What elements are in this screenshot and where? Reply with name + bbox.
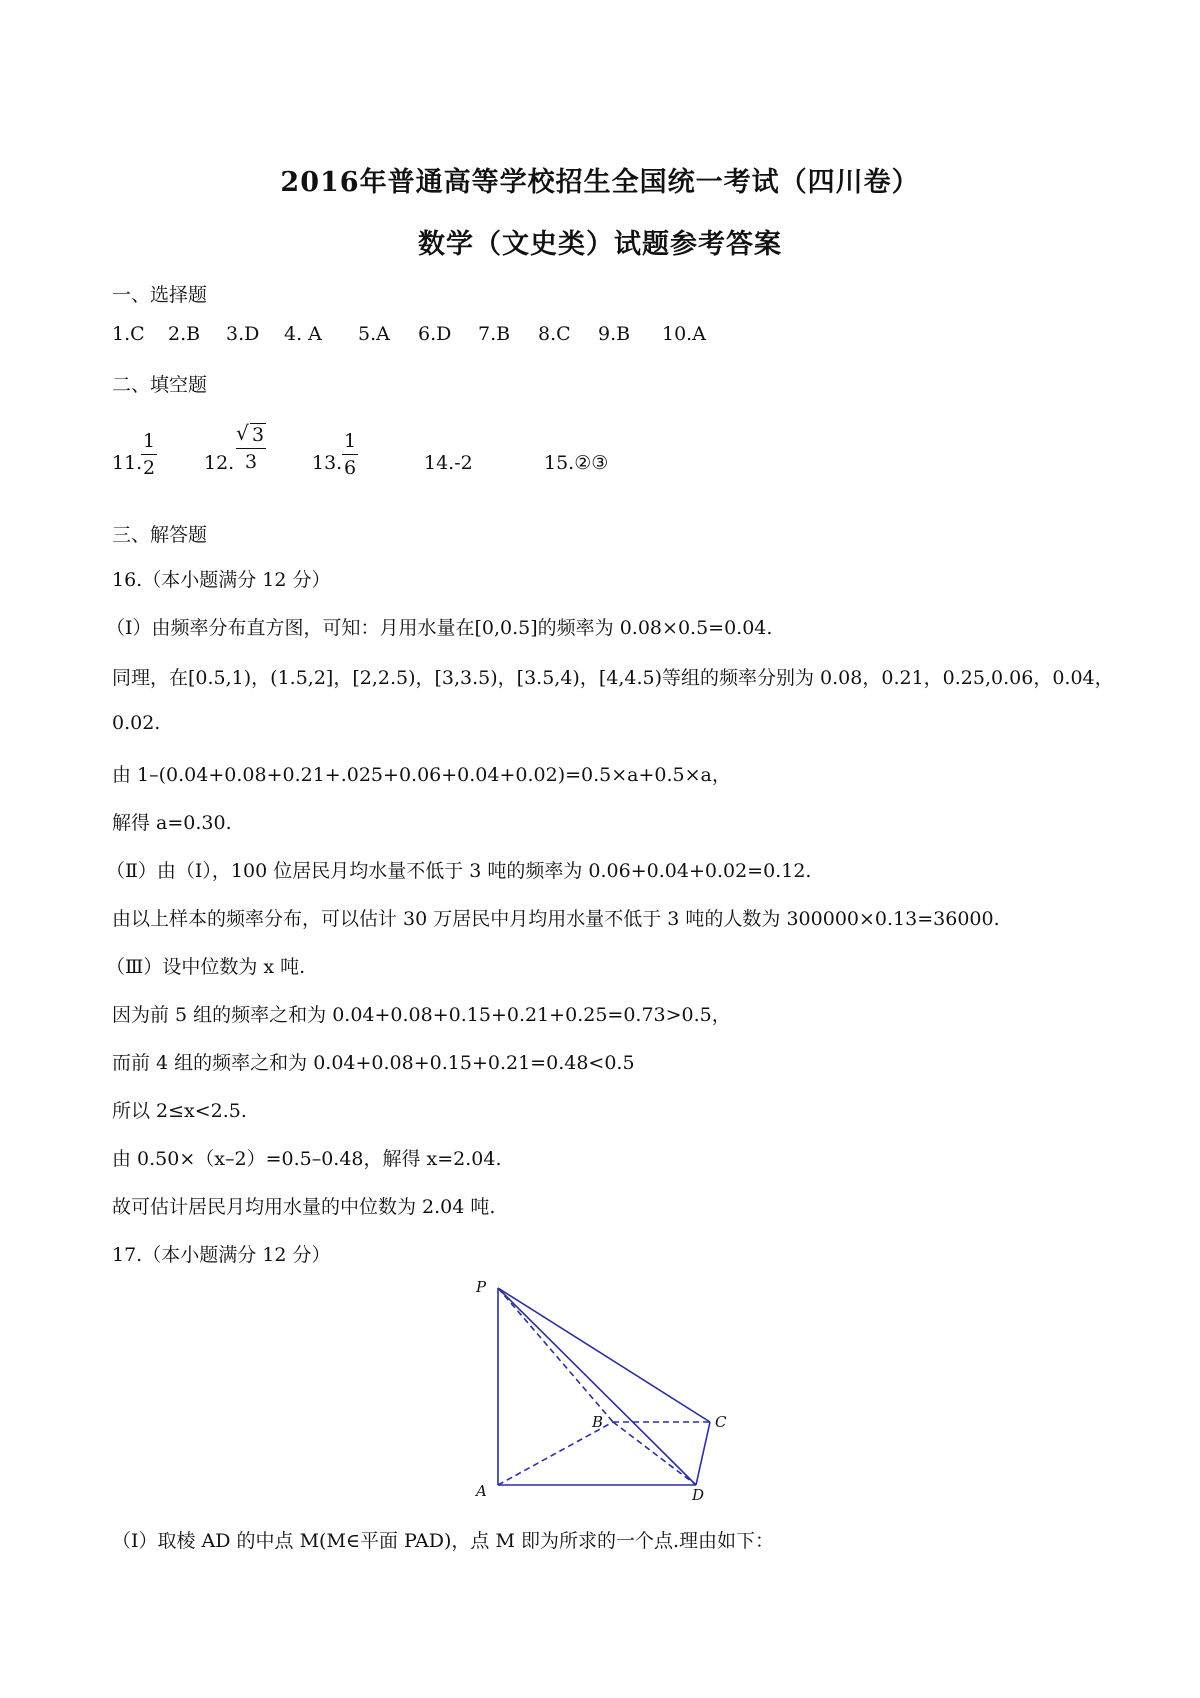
document-title: 2016年普通高等学校招生全国统一考试（四川卷） [280, 167, 920, 198]
q16-header: 16.（本小题满分 12 分） [112, 569, 331, 591]
q16-line-13: 故可估计居民月均用水量的中位数为 2.04 吨. [112, 1196, 496, 1218]
pyramid-figure [470, 1270, 740, 1500]
q16-line-6: （Ⅱ）由（Ⅰ），100 位居民月均水量不低于 3 吨的频率为 0.06+0.04+0.02=0.12. [106, 860, 812, 882]
q16-line-12: 由 0.50×（x–2）=0.5–0.48，解得 x=2.04. [112, 1148, 502, 1170]
fill-answers [0, 424, 1200, 500]
q12-fraction [236, 424, 266, 473]
section-heading-choice: 一、选择题 [112, 284, 208, 306]
q11-numerator: 1 [142, 430, 156, 452]
q16-line-10: 而前 4 组的频率之和为 0.04+0.08+0.15+0.21=0.48<0.5 [112, 1052, 635, 1074]
q13-fraction [342, 430, 358, 479]
section-heading-solutions: 三、解答题 [112, 524, 208, 546]
edge-pd [498, 1288, 696, 1485]
answer-8: 8.C [538, 323, 571, 345]
answer-10: 10.A [662, 323, 706, 345]
q17-header: 17.（本小题满分 12 分） [112, 1244, 331, 1266]
sqrt-icon [236, 424, 266, 446]
q16-line-3: 0.02. [112, 712, 161, 734]
answer-5: 5.A [358, 323, 390, 345]
document-subtitle: 数学（文史类）试题参考答案 [418, 229, 782, 260]
q17-line-1: （Ⅰ）取棱 AD 的中点 M(M∈平面 PAD)，点 M 即为所求的一个点.理由如下： [112, 1530, 774, 1552]
vertex-label-b: B [592, 1413, 604, 1431]
vertex-label-c: C [715, 1413, 727, 1431]
edge-bd [613, 1422, 696, 1485]
answer-2: 2.B [168, 323, 201, 345]
q13-numerator: 1 [343, 430, 357, 452]
edge-pb [498, 1288, 613, 1422]
answer-6: 6.D [418, 323, 452, 345]
vertex-label-d: D [692, 1486, 705, 1500]
edge-ab [498, 1422, 613, 1485]
q16-line-11: 所以 2≤x<2.5. [112, 1100, 247, 1122]
q11-label: 11. [112, 452, 143, 474]
q16-line-5: 解得 a=0.30. [112, 812, 232, 834]
q12-denominator: 3 [245, 451, 258, 473]
edge-pc [498, 1288, 710, 1422]
q13-denominator: 6 [343, 457, 357, 479]
vertex-label-a: A [476, 1482, 487, 1500]
q16-line-9: 因为前 5 组的频率之和为 0.04+0.08+0.15+0.21+0.25=0.73>0.5， [112, 1004, 731, 1026]
q11-fraction [141, 430, 157, 479]
q16-line-4: 由 1–(0.04+0.08+0.21+.025+0.06+0.04+0.02)=0.5×a+0.5×a， [112, 764, 731, 786]
q16-line-2: 同理，在[0.5,1)，(1.5,2]，[2,2.5)，[3,3.5)，[3.5,4)，[4,4.5)等组的频率分别为 0.08，0.21，0.25,0.06，0.04， [112, 667, 1114, 689]
q16-line-1: （Ⅰ）由频率分布直方图，可知：月用水量在[0,0.5]的频率为 0.08×0.5=0.04. [106, 617, 773, 639]
answer-9: 9.B [598, 323, 631, 345]
answer-7: 7.B [478, 323, 511, 345]
q12-radicand: 3 [252, 424, 265, 446]
edge-cd [696, 1422, 710, 1485]
q16-line-8: （Ⅲ）设中位数为 x 吨. [106, 956, 306, 978]
q16-line-7: 由以上样本的频率分布，可以估计 30 万居民中月均用水量不低于 3 吨的人数为 300000×0.13=36000. [112, 908, 1000, 930]
q11-denominator: 2 [142, 457, 156, 479]
q13-label: 13. [312, 452, 343, 474]
answer-3: 3.D [226, 323, 260, 345]
q12-label: 12. [204, 452, 235, 474]
section-heading-fill: 二、填空题 [112, 374, 208, 396]
answer-4: 4. A [284, 323, 322, 345]
vertex-label-p: P [476, 1278, 487, 1296]
answer-1: 1.C [112, 323, 145, 345]
q14-answer: 14.-2 [424, 452, 473, 474]
q15-answer: 15.②③ [544, 452, 609, 474]
